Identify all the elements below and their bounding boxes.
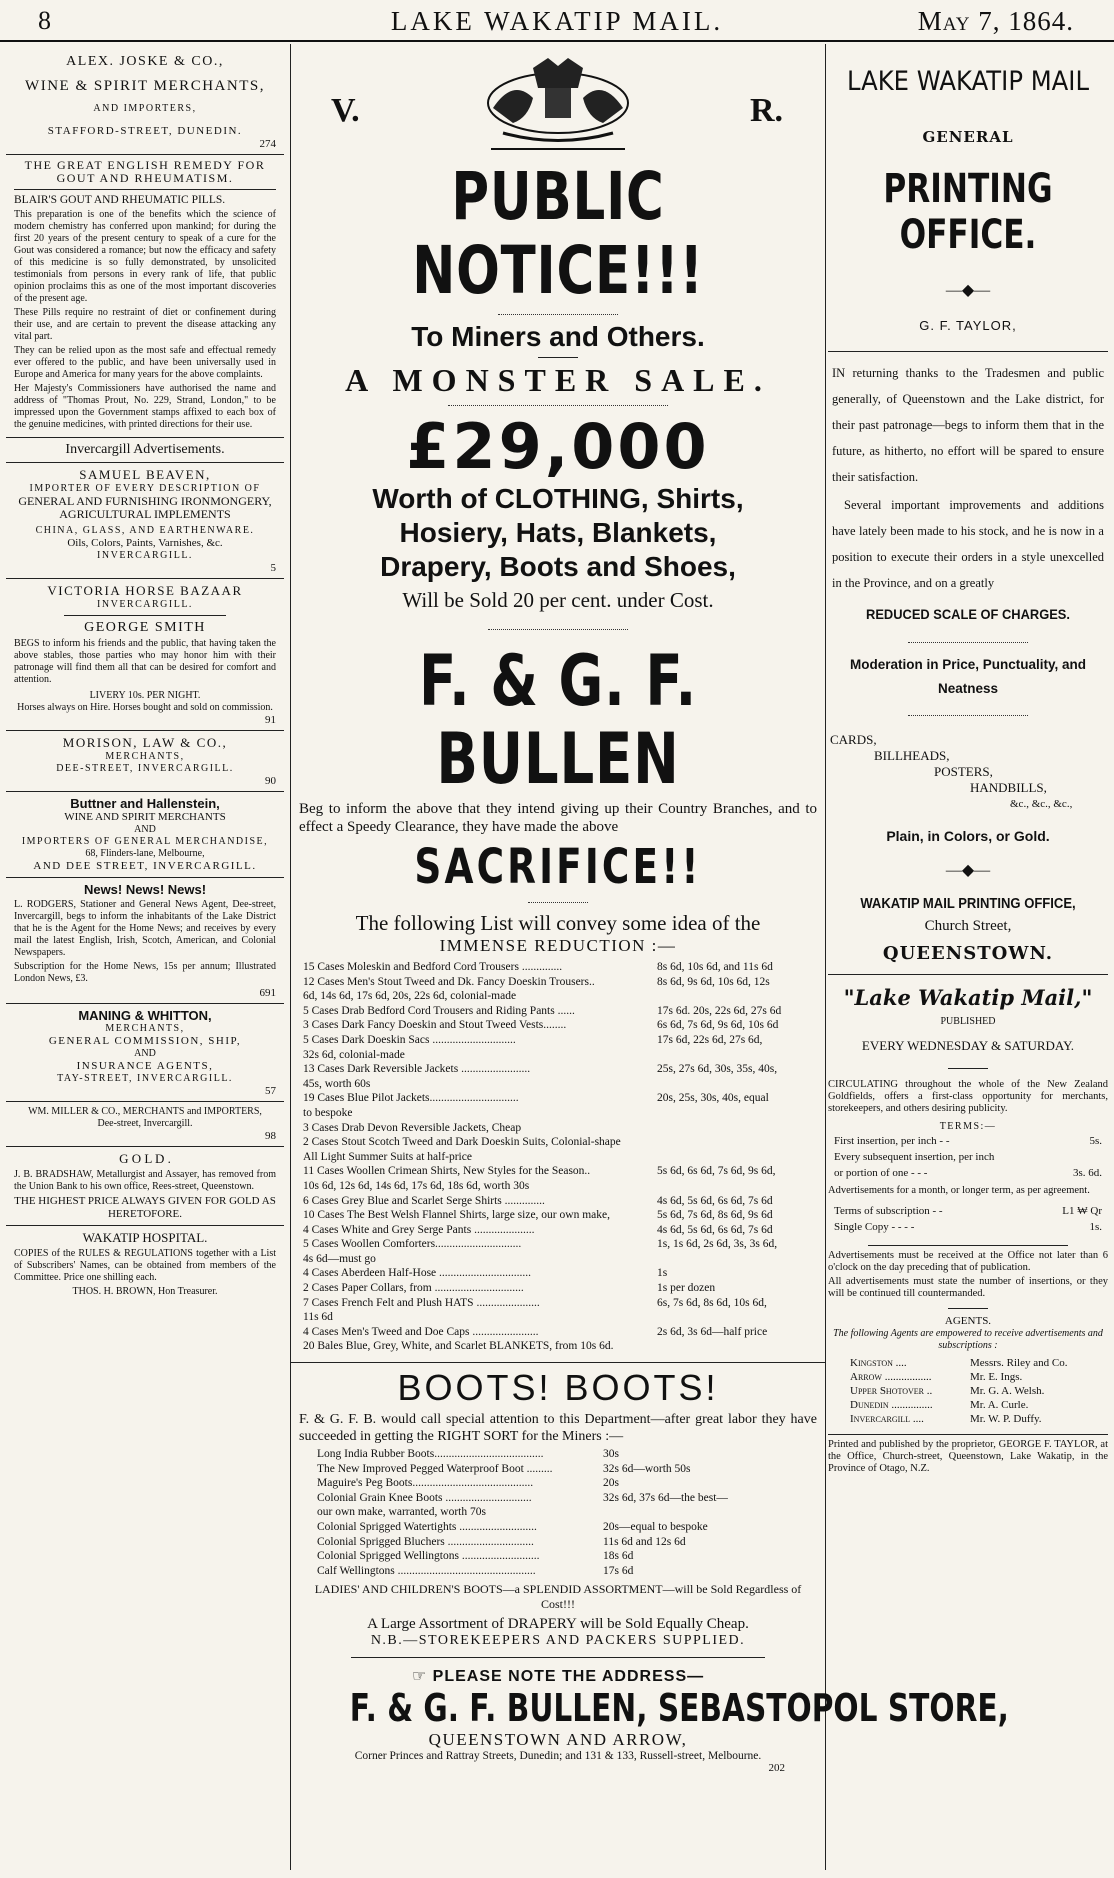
price-item-label: 45s, worth 60s [303, 1077, 371, 1090]
price-item-label: 32s 6d, colonial-made [303, 1048, 405, 1061]
price-list-row [303, 1194, 817, 1209]
ad-title: WAKATIP HOSPITAL. [82, 1230, 208, 1245]
worth-line: Drapery, Boots and Shoes, [380, 551, 736, 582]
ad-line: INVERCARGILL. [97, 599, 193, 610]
section-heading: Invercargill Advertisements. [65, 442, 225, 457]
ad-paragraph: L. RODGERS, Stationer and General News Agent, Dee-street, Invercargill, begs to inform the inhabitants of the Lake District that he is the Agent for the Home News; and receives by every mail the latest English, Irish, Scotch, American, and Colonial Newspapers. [14, 899, 276, 958]
price-item-value [657, 989, 817, 1004]
sale-amount: £29,000 [406, 410, 710, 483]
price-item-value: 2s 6d, 3s 6d—half price [657, 1325, 768, 1338]
ad-number: 90 [265, 775, 276, 787]
price-item-label: 19 Cases Blue Pilot Jackets............................... [303, 1092, 519, 1105]
ad-paragraph: J. B. BRADSHAW, Metallurgist and Assayer, has removed from the Union Bank to his own office, Rees-street, Queenstown. [14, 1169, 276, 1192]
sacrifice-heading: SACRIFICE!! [414, 839, 702, 895]
terms-item-label: or portion of one - - - [834, 1167, 928, 1179]
price-list-row [303, 1310, 817, 1325]
agent-row [828, 1370, 1108, 1384]
price-item-value: 20s, 25s, 30s, 40s, equal [657, 1092, 769, 1105]
right-column [828, 44, 1108, 1870]
general-label: GENERAL [922, 128, 1014, 146]
price-item-value: 1s, 1s 6d, 2s 6d, 3s, 3s 6d, [657, 1238, 778, 1251]
please-note [291, 1666, 825, 1686]
terms-row [834, 1133, 1102, 1149]
public-notice-heading: PUBLIC NOTICE!!! [412, 158, 704, 309]
ad-paragraph: This preparation is one of the benefits which the science of modern chemistry has conferred upon mankind; for during the first 20 years of the present century to speak of a cure for the Gout was considered a romance; but now the efficacy and safety of this medicine is so fully demonstrated, by unsolicited testimonials from persons in every rank of life, that public opinion proclaims this as one of the most important discoveries of the present age. [14, 209, 276, 304]
agent-label: Dunedin ............... [850, 1399, 933, 1411]
price-list-row [303, 1004, 817, 1019]
queenstown-heading: QUEENSTOWN. [882, 943, 1054, 964]
agents-title: AGENTS. [944, 1315, 992, 1327]
price-list-row [303, 1150, 817, 1165]
boots-row [291, 1535, 825, 1550]
ad-title: SAMUEL BEAVEN, [79, 467, 211, 482]
ad-number: 98 [265, 1130, 276, 1142]
boots-list [291, 1447, 825, 1578]
pointing-hand-icon: ☞ [411, 1668, 433, 1686]
bullen-heading-wrap [291, 642, 825, 798]
boots-row [291, 1520, 825, 1535]
price-list-row [303, 1339, 817, 1354]
price-item-value: 1s per dozen [657, 1282, 716, 1295]
price-list-row [303, 1266, 817, 1281]
price-item-label: 3 Cases Drab Devon Reversible Jackets, Cheap [303, 1121, 522, 1134]
worth-line: Hosiery, Hats, Blankets, [399, 517, 717, 548]
price-item-value [657, 1252, 817, 1267]
ad-paragraph: Her Majesty's Commissioners have authorised the name and address of "Thomas Prout, No. 229, Strand, London," to be impressed upon the Government stamps affixed to each box of the genuine medicines, with printed directions for their use. [14, 383, 276, 430]
price-item-label: 2 Cases Stout Scotch Tweed and Dark Doeskin Suits, Colonial-shape [303, 1136, 621, 1149]
boots-item-label: Calf Wellingtons ................................................ [317, 1564, 536, 1577]
page-number: 8 [38, 6, 51, 35]
agent-label: Invercargill .... [850, 1413, 924, 1425]
terms-title: TERMS:— [939, 1121, 997, 1132]
boots-item-value: 32s 6d, 37s 6d—the best— [603, 1491, 728, 1504]
boots-item-value: 17s 6d [603, 1564, 634, 1577]
ad-paragraph: These Pills require no restraint of diet or confinement during their use, and are certain to prevent the disease attacking any vital part. [14, 307, 276, 342]
ad-number: 5 [270, 562, 276, 574]
price-item-label: 7 Cases French Felt and Plush HATS ...................... [303, 1296, 540, 1309]
price-list-row [303, 989, 817, 1004]
printing-title-wrap [828, 66, 1108, 98]
ad-line: THOS. H. BROWN, Hon Treasurer. [72, 1286, 218, 1297]
price-list-row [303, 1048, 817, 1063]
price-list-row [303, 1106, 817, 1121]
ad-morison [6, 731, 284, 792]
ad-line: Dee-street, Invercargill. [97, 1118, 193, 1129]
terms-row [834, 1149, 1102, 1165]
job-item: HANDBILLS, [970, 780, 1047, 795]
sacrifice-wrap [291, 838, 825, 896]
printing-office-wrap [828, 166, 1108, 258]
ad-line: 68, Flinders-lane, Melbourne, [85, 848, 205, 859]
ad-line: STAFFORD-STREET, DUNEDIN. [47, 125, 243, 137]
price-list-row [303, 1033, 817, 1048]
terms-list [828, 1133, 1108, 1181]
ad-paragraph: Subscription for the Home News, 15s per annum; Illustrated London News, £3. [14, 961, 276, 984]
monster-sale-heading: A MONSTER SALE. [345, 362, 771, 398]
boots-row [291, 1447, 825, 1462]
price-item-value: 6s, 7s 6d, 8s 6d, 10s 6d, [657, 1296, 767, 1309]
ad-title: G O L D . [119, 1151, 171, 1166]
ad-number: 57 [265, 1085, 276, 1097]
ad-miller [6, 1102, 284, 1147]
ad-line: Oils, Colors, Paints, Varnishes, &c. [67, 537, 223, 549]
boots-item-value: 18s 6d [603, 1550, 634, 1563]
price-item-value: 17s 6d, 22s 6d, 27s 6d, [657, 1033, 763, 1046]
price-item-label: All Light Summer Suits at half-price [303, 1150, 472, 1163]
price-item-value [657, 1135, 817, 1150]
price-item-value [657, 1150, 817, 1165]
ad-line: CHINA, GLASS, AND EARTHENWARE. [35, 525, 255, 536]
worth-line: Worth of CLOTHING, Shirts, [372, 483, 744, 514]
ad-paragraph: BEGS to inform his friends and the public, that having taken the above stables, those parties who may honor him with their patronage will find them all that can be desired for comfort and attention. [14, 638, 276, 685]
price-list-row [303, 975, 817, 990]
boots-item-label: Colonial Grain Knee Boots .............................. [317, 1491, 532, 1504]
price-list-row [303, 1062, 817, 1077]
price-list [291, 956, 825, 1354]
printing-office-heading: PRINTING OFFICE. [883, 166, 1053, 258]
ad-buttner [6, 792, 284, 878]
price-item-label: 13 Cases Dark Reversible Jackets ........................ [303, 1063, 531, 1076]
ad-joske [6, 44, 284, 155]
ad-title: MORISON, LAW & CO., [62, 735, 228, 750]
boots-item-label: Colonial Sprigged Wellingtons ........................... [317, 1550, 540, 1563]
ad-number: 91 [265, 714, 276, 726]
ad-line: IMPORTERS OF GENERAL MERCHANDISE, [21, 836, 269, 847]
job-item: BILLHEADS, [874, 748, 950, 763]
terms-item-label: Every subsequent insertion, per inch [834, 1151, 995, 1163]
list-intro: The following List will convey some idea of the [355, 911, 761, 935]
ad-title: ALEX. JOSKE & CO., [66, 54, 224, 69]
ad-line: WM. MILLER & CO., MERCHANTS and IMPORTERS, [28, 1106, 262, 1117]
price-list-row [303, 1091, 817, 1106]
vr-right: R. [749, 92, 783, 129]
boots-row [291, 1491, 825, 1506]
ad-line: GENERAL COMMISSION, SHIP, [48, 1035, 242, 1047]
circulating-paragraph: CIRCULATING throughout the whole of the New Zealand Goldfields, offers a first-class opportunity for merchants, storekeepers, and others desiring publicity. [828, 1079, 1108, 1114]
price-list-row [303, 960, 817, 975]
price-item-label: 10s 6d, 12s 6d, 14s 6d, 17s 6d, 18s 6d, worth 30s [303, 1179, 530, 1192]
ad-title: MANING & WHITTON, [78, 1008, 212, 1023]
boots-item-label: Maguire's Peg Boots.......................................... [317, 1477, 534, 1490]
drapery-line: A Large Assortment of DRAPERY will be Sold Equally Cheap. [367, 1616, 749, 1633]
price-item-label: 4 Cases Aberdeen Half-Hose ................................ [303, 1267, 532, 1280]
masthead [0, 0, 1114, 42]
price-item-value [657, 1310, 817, 1325]
worth-line: Will be Sold 20 per cent. under Cost. [402, 588, 714, 612]
ad-title: News! News! News! [83, 882, 207, 897]
job-item: POSTERS, [934, 764, 993, 779]
nb-line: N.B.—STOREKEEPERS AND PACKERS SUPPLIED. [370, 1633, 746, 1649]
boots-item-label: Colonial Sprigged Bluchers .............................. [317, 1535, 534, 1548]
plain-colors: Plain, in Colors, or Gold. [886, 828, 1050, 844]
ad-heading: BLAIR'S GOUT AND RHEUMATIC PILLS. [14, 194, 226, 206]
boots-row [291, 1549, 825, 1564]
boots-item-value: 20s—equal to bespoke [603, 1521, 708, 1533]
price-item-value [657, 1179, 817, 1194]
corner-address: Corner Princes and Rattray Streets, Dunedin; and 131 & 133, Russell-street, Melbourne. [354, 1750, 762, 1763]
left-column [6, 44, 284, 1870]
price-item-value [657, 1339, 817, 1354]
subscription-item-value: L1 ₩ Qr [1062, 1205, 1102, 1217]
printing-title: LAKE WAKATIP MAIL [847, 66, 1089, 97]
ad-line: MERCHANTS, [105, 751, 185, 762]
price-item-value: 5s 6d, 7s 6d, 8s 6d, 9s 6d [657, 1209, 773, 1222]
price-item-label: 4s 6d—must go [303, 1252, 376, 1265]
boots-intro: F. & G. F. B. would call special attention to this Department—after great labor they have succeeded in getting the RIGHT SORT for the Miners :— [299, 1412, 817, 1445]
ad-paragraph: They can be relied upon as the most safe and effectual remedy ever offered to the public, and have been universally used in Europe and America for many years for the above complaints. [14, 345, 276, 380]
ornament-icon: —◆— [945, 862, 991, 879]
price-item-value: 1s [657, 1267, 668, 1280]
ad-line: AND [134, 824, 156, 835]
ad-gout-remedy [6, 155, 284, 438]
mail-gothic-title: "Lake Wakatip Mail," [843, 985, 1093, 1010]
agent-label: Kingston .... [850, 1357, 907, 1369]
subscription-row [834, 1219, 1102, 1235]
price-item-label: 12 Cases Men's Stout Tweed and Dk. Fancy Doeskin Trousers.. [303, 975, 595, 988]
boots-row [291, 1476, 825, 1491]
ad-line: THE HIGHEST PRICE ALWAYS GIVEN FOR GOLD AS HERETOFORE. [14, 1195, 276, 1220]
subscription-item-value: 1s. [1089, 1221, 1102, 1233]
agents-intro: The following Agents are empowered to receive advertisements and subscriptions : [833, 1328, 1103, 1351]
price-item-label: 2 Cases Paper Collars, from ............................... [303, 1282, 524, 1295]
job-item: &c., &c., &c., [1010, 798, 1073, 810]
price-item-label: 4 Cases White and Grey Serge Pants ..................... [303, 1223, 535, 1236]
ad-name: GEORGE SMITH [84, 620, 206, 635]
ad-number: 274 [259, 138, 276, 150]
ad-line: GENERAL AND FURNISHING IRONMONGERY, AGRICULTURAL IMPLEMENTS [18, 494, 272, 521]
ad-line: AND IMPORTERS, [93, 103, 197, 114]
ad-line: DEE-STREET, INVERCARGILL. [56, 763, 234, 774]
ad-gold [6, 1147, 284, 1226]
vr-left: V. [331, 92, 360, 129]
printed-by: Printed and published by the proprietor, GEORGE F. TAYLOR, at the Office, Church-street, Queenstown, Lake Wakatip, in the Province of Otago, N.Z. [828, 1439, 1108, 1474]
ad-number: 202 [768, 1762, 785, 1775]
ad-title: Buttner and Hallenstein, [70, 796, 220, 811]
month-paragraph: Advertisements for a month, or longer term, as per agreement. [828, 1185, 1090, 1196]
ad-horse-bazaar [6, 579, 284, 731]
boots-item-label: The New Improved Pegged Waterproof Boot ......... [317, 1462, 553, 1475]
ad-number: 691 [259, 987, 276, 999]
price-item-label: 3 Cases Dark Fancy Doeskin and Stout Tweed Vests........ [303, 1019, 567, 1032]
received-paragraph: Advertisements must be received at the Office not later than 6 o'clock on the day preceding that of publication. [828, 1250, 1108, 1273]
price-list-row [303, 1237, 817, 1252]
price-list-row [303, 1018, 817, 1033]
taylor-name: G. F. TAYLOR, [919, 318, 1017, 333]
boots-item-value: 11s 6d and 12s 6d [603, 1535, 686, 1548]
agent-label: Arrow ................. [850, 1371, 932, 1383]
price-item-value [657, 1048, 817, 1063]
taylor-paragraph: Several important improvements and additions have lately been made to his stock, and he is now in a position to execute their orders in a style unexcelled in the Province, and on a greatly [832, 498, 1104, 590]
store-heading-wrap [291, 1686, 1009, 1731]
subscription-item-label: Single Copy - - - - [834, 1221, 915, 1233]
royal-coat-of-arms-icon [473, 48, 643, 148]
price-item-value: 4s 6d, 5s 6d, 6s 6d, 7s 6d [657, 1194, 773, 1207]
job-item: CARDS, [830, 732, 877, 747]
price-item-value: 6s 6d, 7s 6d, 9s 6d, 10s 6d [657, 1019, 779, 1032]
boots-item-value: 30s [603, 1448, 619, 1461]
agent-row [828, 1356, 1108, 1370]
terms-item-value: 5s. [1089, 1135, 1102, 1147]
moderation-line: Moderation in Price, Punctuality, and Neatness [849, 657, 1087, 696]
price-item-value: 17s 6d. 20s, 22s 6d, 27s 6d [657, 1004, 782, 1017]
price-list-row [303, 1281, 817, 1296]
agents-list [828, 1356, 1108, 1426]
agent-row [828, 1412, 1108, 1426]
agent-value: Mr. W. P. Duffy. [970, 1413, 1042, 1425]
price-list-row [303, 1135, 817, 1150]
price-item-label: 11 Cases Woollen Crimean Shirts, New Styles for the Season.. [303, 1165, 591, 1178]
ad-title: THE GREAT ENGLISH REMEDY FOR GOUT AND RHEUMATISM. [24, 158, 266, 185]
boots-row [291, 1564, 825, 1579]
section-invercargill [6, 438, 284, 463]
agent-value: Mr. A. Curle. [970, 1399, 1029, 1411]
store-heading: F. & G. F. BULLEN, SEBASTOPOL STORE, [349, 1686, 1009, 1731]
terms-row [834, 1165, 1102, 1181]
price-item-label: 20 Bales Blue, Grey, White, and Scarlet BLANKETS, from 10s 6d. [303, 1340, 614, 1353]
price-item-label: 10 Cases The Best Welsh Flannel Shirts, large size, our own make, [303, 1209, 610, 1222]
price-item-label: 11s 6d [303, 1311, 333, 1324]
agent-row [828, 1384, 1108, 1398]
subscription-item-label: Terms of subscription - - [834, 1205, 943, 1217]
taylor-paragraph: IN returning thanks to the Tradesmen and public generally, of Queenstown and the Lake district, for their past patronage—begs to inform them that in the future, as hitherto, no effort will be spared to ensure their satisfaction. [832, 366, 1104, 484]
price-item-label: 4 Cases Men's Tweed and Doe Caps ....................... [303, 1325, 539, 1338]
boots-item-label: our own make, warranted, worth 70s [317, 1506, 486, 1519]
ad-line: TAY-STREET, INVERCARGILL. [57, 1073, 233, 1084]
price-list-row [303, 1252, 817, 1267]
church-street: Church Street, [924, 918, 1012, 934]
price-item-label: 15 Cases Moleskin and Bedford Cord Trousers .............. [303, 961, 563, 973]
ad-beaven [6, 463, 284, 579]
bullen-paragraph: Beg to inform the above that they intend giving up their Country Branches, and to effect a Speedy Clearance, they have made the above [299, 801, 817, 835]
ladies-line: LADIES' AND CHILDREN'S BOOTS—a SPLENDID ASSORTMENT—will be Sold Regardless of Cost!!! [314, 1582, 802, 1612]
list-intro-2: IMMENSE REDUCTION :— [439, 936, 677, 955]
ad-paragraph: COPIES of the RULES & REGULATIONS together with a List of Subscribers' Names, can be obtained from members of the Committee. Price one shilling each. [14, 1248, 276, 1283]
price-item-label: 5 Cases Dark Doeskin Sacs ............................. [303, 1033, 516, 1046]
price-list-row [303, 1179, 817, 1194]
ad-line: WINE & SPIRIT MERCHANTS, [25, 78, 265, 94]
price-item-value [657, 1106, 817, 1121]
every-line: EVERY WEDNESDAY & SATURDAY. [861, 1038, 1075, 1053]
ad-line: WINE AND SPIRIT MERCHANTS [64, 811, 226, 823]
price-item-value: 8s 6d, 9s 6d, 10s 6d, 12s [657, 975, 770, 988]
job-list [828, 732, 1108, 812]
ad-line: Horses always on Hire. Horses bought and sold on commission. [17, 702, 273, 713]
price-list-row [303, 1208, 817, 1223]
reduced-charges: REDUCED SCALE OF CHARGES. [866, 606, 1070, 622]
price-item-value [657, 1077, 817, 1092]
ad-line: INSURANCE AGENTS, [76, 1060, 214, 1072]
price-item-label: 6d, 14s 6d, 17s 6d, 20s, 22s 6d, colonial-made [303, 990, 517, 1003]
boots-item-label: Colonial Sprigged Watertights ........................... [317, 1521, 537, 1533]
ad-hospital [6, 1226, 284, 1302]
price-item-value: 4s 6d, 5s 6d, 6s 6d, 7s 6d [657, 1223, 773, 1236]
ad-news [6, 878, 284, 1004]
agent-row [828, 1398, 1108, 1412]
royal-header [291, 44, 825, 154]
agent-value: Messrs. Riley and Co. [970, 1357, 1068, 1369]
public-notice [291, 160, 825, 308]
boots-item-label: Long India Rubber Boots...................................... [317, 1448, 544, 1461]
ad-line: LIVERY 10s. PER NIGHT. [89, 690, 201, 701]
price-item-value: 8s 6d, 10s 6d, and 11s 6d [657, 961, 773, 973]
ad-title: VICTORIA HORSE BAZAAR [47, 583, 243, 598]
terms-item-label: First insertion, per inch - - [834, 1135, 950, 1147]
ad-line: MERCHANTS, [105, 1023, 185, 1034]
boots-item-value: 32s 6d—worth 50s [603, 1462, 691, 1475]
price-item-label: 5 Cases Woollen Comforters.............................. [303, 1238, 522, 1251]
boots-row [291, 1505, 825, 1520]
miners-heading: To Miners and Others. [411, 321, 705, 352]
price-list-row [303, 1325, 817, 1340]
price-item-label: 6 Cases Grey Blue and Scarlet Serge Shirts .............. [303, 1194, 545, 1207]
all-ads-paragraph: All advertisements must state the number of insertions, or they will be continued till countermanded. [828, 1276, 1108, 1299]
boots-heading: BOOTS! BOOTS! [397, 1367, 719, 1409]
issue-date: May 7, 1864. [917, 6, 1074, 36]
price-list-row [303, 1223, 817, 1238]
ad-line: INVERCARGILL. [97, 550, 193, 561]
queenstown-arrow: QUEENSTOWN AND ARROW, [428, 1730, 688, 1750]
boots-row [291, 1462, 825, 1477]
please-note-text: PLEASE NOTE THE ADDRESS— [432, 1668, 705, 1686]
published-label: PUBLISHED [940, 1016, 996, 1027]
agent-label: Upper Shotover .. [850, 1385, 933, 1397]
agent-value: Mr. G. A. Welsh. [970, 1385, 1045, 1397]
agent-value: Mr. E. Ings. [970, 1371, 1023, 1383]
subscription-row [834, 1203, 1102, 1219]
bullen-heading: F. & G. F. BULLEN [418, 640, 698, 800]
terms-item-value: 3s. 6d. [1072, 1167, 1102, 1179]
price-item-label: 5 Cases Drab Bedford Cord Trousers and Riding Pants ...... [303, 1004, 575, 1017]
price-list-row [303, 1121, 817, 1136]
price-item-label: to bespoke [303, 1106, 353, 1119]
price-list-row [303, 1296, 817, 1311]
ad-maning [6, 1004, 284, 1102]
price-item-value: 5s 6d, 6s 6d, 7s 6d, 9s 6d, [657, 1165, 776, 1178]
price-list-row [303, 1164, 817, 1179]
boots-item-value: 20s [603, 1477, 619, 1490]
ad-line: IMPORTER OF EVERY DESCRIPTION OF [29, 483, 261, 494]
price-item-value [657, 1121, 817, 1136]
subscription-list [828, 1203, 1108, 1235]
price-list-row [303, 1077, 817, 1092]
wakatip-office: WAKATIP MAIL PRINTING OFFICE, [860, 896, 1076, 912]
ad-line: AND DEE STREET, INVERCARGILL. [33, 860, 257, 872]
ad-line: AND [134, 1048, 156, 1059]
ornament-icon: —◆— [945, 282, 991, 299]
newspaper-title: LAKE WAKATIP MAIL. [390, 6, 724, 36]
price-item-value: 25s, 27s 6d, 30s, 35s, 40s, [657, 1063, 778, 1076]
